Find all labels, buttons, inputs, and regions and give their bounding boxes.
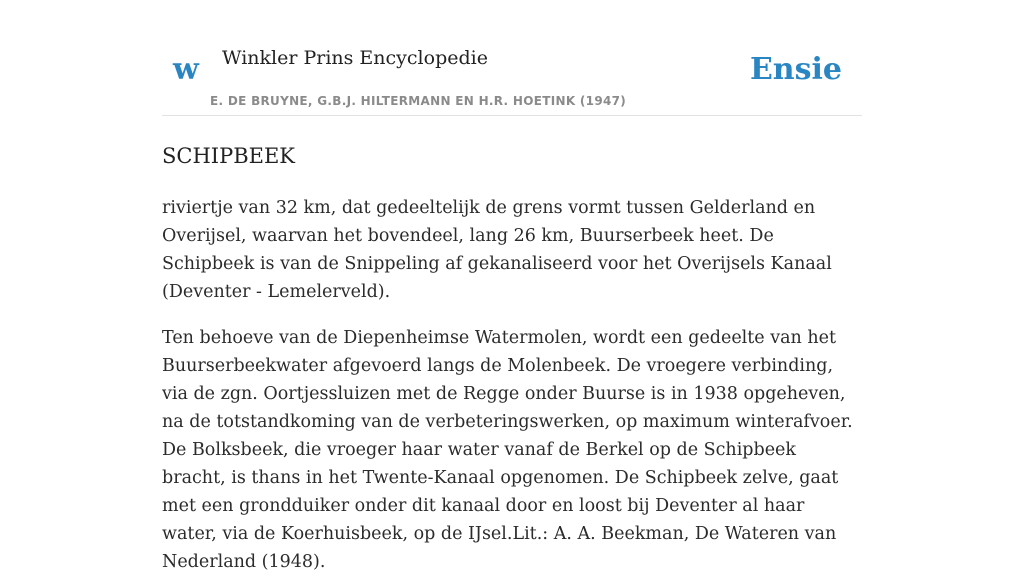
- winkler-prins-logo[interactable]: w: [173, 52, 199, 87]
- source-title: Winkler Prins Encyclopedie: [222, 47, 488, 69]
- article-paragraph-2: Ten behoeve van de Diepenheimse Watermolen, wordt een gedeelte van het Buurserbeekwater afgevoerd langs de Molenbeek. De vroegere verbinding, via de zgn. Oortjessluizen met de Regge onder Buurse is in 1938 opgeheven, na de totstandkoming van de verbeteringswerken, op maximum winterafvoer. De Bolksbeek, die vroeger haar water vanaf de Berkel op de Schipbeek bracht, is thans in het Twente-Kanaal opgenomen. De Schipbeek zelve, gaat met een grondduiker onder dit kanaal door en loost bij Deventer al haar water, via de Koerhuisbeek, op de IJsel.Lit.: A. A. Beekman, De Wateren van Nederland (1948).: [162, 328, 853, 572]
- page: [162, 0, 862, 576]
- article-paragraph-1: riviertje van 32 km, dat gedeeltelijk de grens vormt tussen Gelderland en Overijsel, waarvan het bovendeel, lang 26 km, Buurserbeek heet. De Schipbeek is van de Snippeling af gekanaliseerd voor het Overijsels Kanaal (Deventer - Lemelerveld).: [162, 198, 832, 302]
- source-authors: E. DE BRUYNE, G.B.J. HILTERMANN EN H.R. HOETINK (1947): [210, 94, 627, 108]
- article-title: SCHIPBEEK: [162, 144, 295, 168]
- ensie-logo[interactable]: Ensie: [749, 52, 842, 87]
- header: [162, 0, 862, 116]
